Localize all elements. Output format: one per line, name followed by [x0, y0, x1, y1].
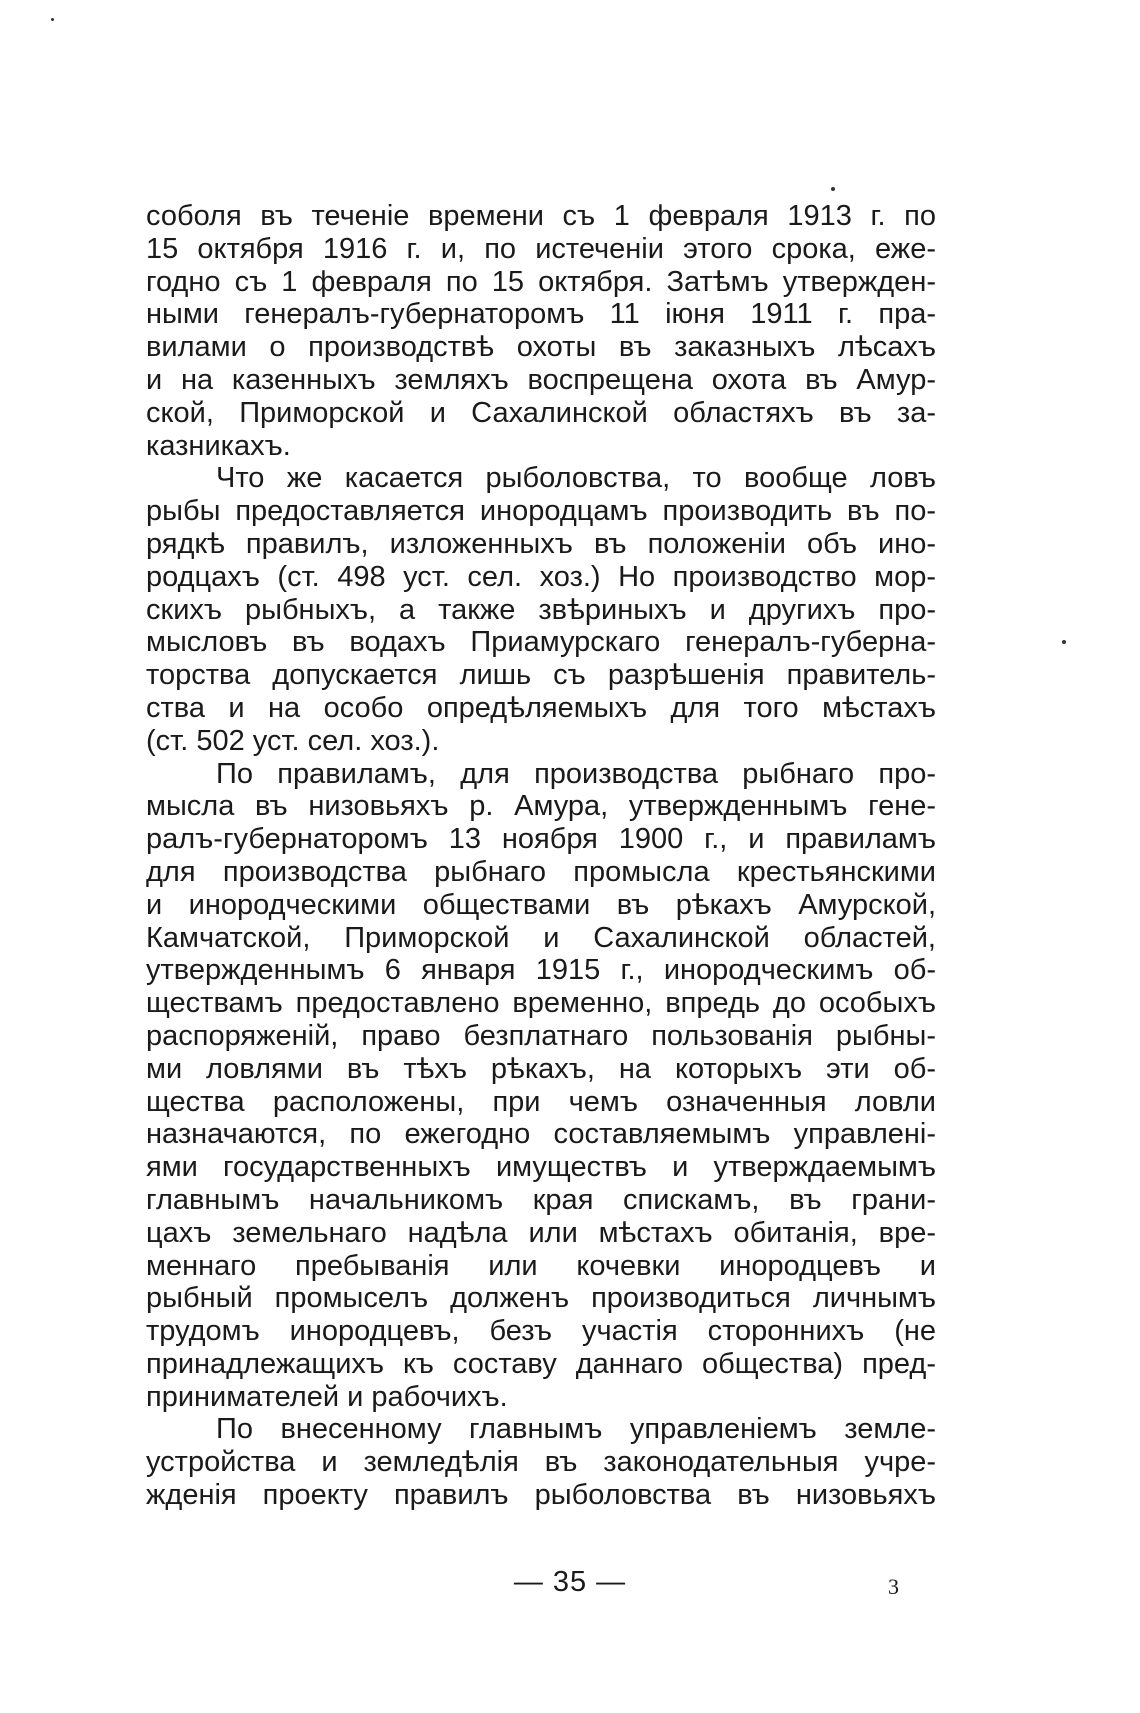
text-line: ми ловлями въ тѣхъ рѣкахъ, на которыхъ эти об-	[146, 1052, 936, 1085]
text-line: ществамъ предоставлено временно, впредь до особыхъ	[146, 987, 936, 1020]
text-line: и на казенныхъ земляхъ воспрещена охота въ Амур-	[146, 363, 936, 396]
text-line: казникахъ.	[146, 429, 291, 462]
text-line: рыбы предоставляется инородцамъ производить въ по-	[146, 495, 936, 528]
paragraph-start-line: Что же касается рыболовства, то вообще ловъ	[216, 462, 936, 495]
signature-mark: 3	[888, 1574, 899, 1599]
text-line: скихъ рыбныхъ, а также звѣриныхъ и другихъ про-	[146, 593, 936, 626]
text-line: Камчатской, Приморской и Сахалинской областей,	[146, 921, 936, 954]
scan-speck	[831, 187, 835, 191]
text-line: и инородческими обществами въ рѣкахъ Амурской,	[146, 888, 936, 921]
text-line: ства и на особо опредѣляемыхъ для того мѣстахъ	[146, 691, 936, 724]
text-line: рядкѣ правилъ, изложенныхъ въ положенiи объ ино-	[146, 527, 936, 560]
text-line: трудомъ инородцевъ, безъ участiя стороннихъ (не	[146, 1315, 936, 1348]
text-line: (ст. 502 уст. сел. хоз.).	[146, 724, 440, 757]
text-line: вилами о производствѣ охоты въ заказныхъ лѣсахъ	[146, 331, 936, 364]
text-line: ными генералъ-губернаторомъ 11 iюня 1911 г. пра-	[146, 298, 936, 331]
text-line: мысла въ низовьяхъ р. Амура, утвержденнымъ гене-	[146, 790, 936, 823]
text-line: устройства и земледѣлiя въ законодательныя учре-	[146, 1446, 936, 1479]
text-line: утвержденнымъ 6 января 1915 г., инородческимъ об-	[146, 954, 936, 987]
text-line: жденiя проекту правилъ рыболовства въ низовьяхъ	[146, 1479, 936, 1512]
text-line: ралъ-губернаторомъ 13 ноября 1900 г., и правиламъ	[146, 823, 936, 856]
text-line: распоряженiй, право безплатнаго пользованiя рыбны-	[146, 1019, 936, 1052]
text-line: главнымъ начальникомъ края спискамъ, въ грани-	[146, 1183, 936, 1216]
paragraph-start-line: По внесенному главнымъ управленiемъ земле-	[216, 1413, 936, 1446]
text-line: ской, Приморской и Сахалинской областяхъ въ за-	[146, 396, 936, 429]
text-line: ями государственныхъ имуществъ и утверждаемымъ	[146, 1151, 936, 1184]
scan-speck	[1062, 640, 1066, 644]
scan-speck	[51, 18, 54, 21]
text-line: родцахъ (ст. 498 уст. сел. хоз.) Но производство мор-	[146, 560, 936, 593]
paragraph-start-line: По правиламъ, для производства рыбнаго про-	[216, 757, 936, 790]
page-number: — 35 —	[513, 1566, 627, 1598]
body-text	[146, 200, 936, 1512]
text-line: годно съ 1 февраля по 15 октября. Затѣмъ утвержден-	[146, 265, 936, 298]
text-line: меннаго пребыванiя или кочевки инородцевъ и	[146, 1249, 936, 1282]
text-line: принадлежащихъ къ составу даннаго общества) пред-	[146, 1347, 936, 1380]
text-line: щества расположены, при чемъ означенныя ловли	[146, 1085, 936, 1118]
text-line: для производства рыбнаго промысла крестьянскими	[146, 855, 936, 888]
text-line: 15 октября 1916 г. и, по истеченiи этого срока, еже-	[146, 232, 936, 265]
text-line: торства допускается лишь съ разрѣшенiя правитель-	[146, 659, 936, 692]
text-line: цахъ земельнаго надѣла или мѣстахъ обитанiя, вре-	[146, 1216, 936, 1249]
text-line: принимателей и рабочихъ.	[146, 1380, 508, 1413]
text-line: соболя въ теченiе времени съ 1 февраля 1913 г. по	[146, 200, 936, 232]
text-line: рыбный промыселъ долженъ производиться личнымъ	[146, 1282, 936, 1315]
text-line: назначаются, по ежегодно составляемымъ управленi-	[146, 1118, 936, 1151]
text-line: мысловъ въ водахъ Приамурскаго генералъ-губерна-	[146, 626, 936, 659]
